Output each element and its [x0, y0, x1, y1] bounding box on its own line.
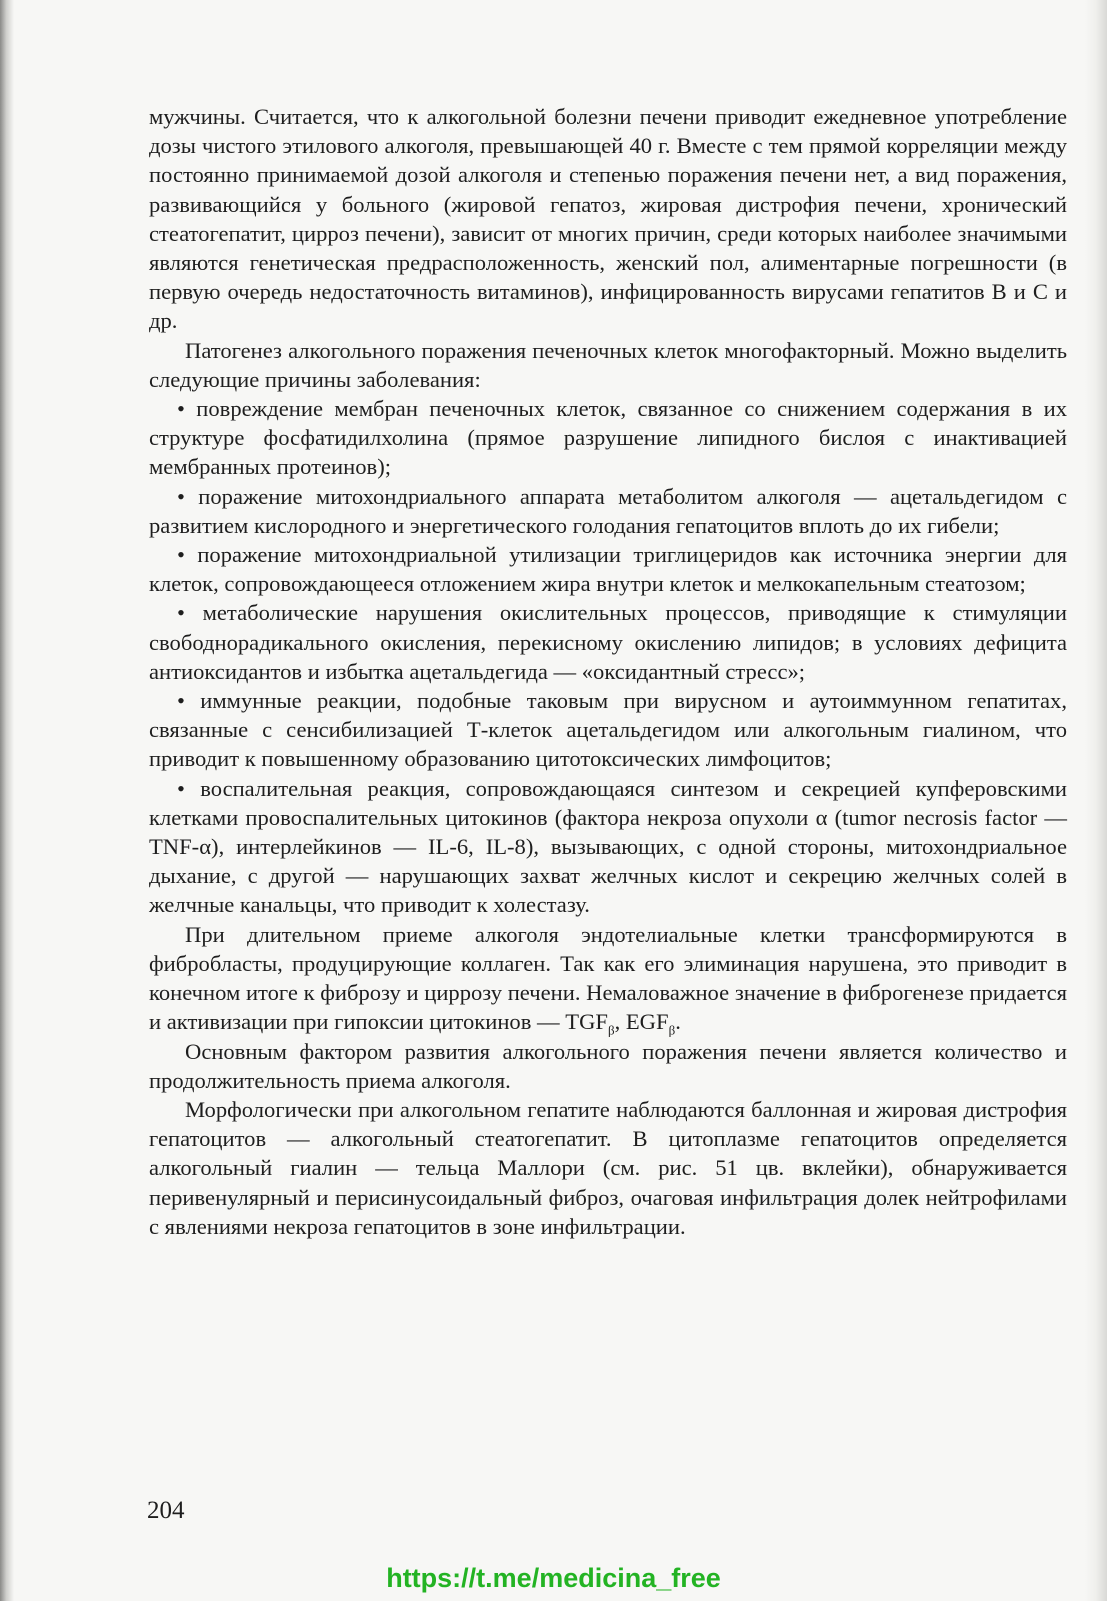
- fibrosis-text-end: .: [675, 1009, 681, 1035]
- paragraph-main-factor: Основным фактором развития алкогольного поражения печени является количество и продолжительность приема алкоголя.: [149, 1038, 1067, 1093]
- page-edge-shadow-left: [0, 0, 14, 1601]
- bullet-item-membrane-damage: • повреждение мембран печеночных клеток, связанное со снижением содержания в их структуре фосфатидилхолина (прямое разрушение липидного бислоя с инактивацией мембранных протеинов);: [149, 396, 1067, 480]
- paragraph-morphology: Морфологически при алкогольном гепатите наблюдаются баллонная и жировая дистрофия гепатоцитов — алкогольный стеатогепатит. В цитоплазме гепатоцитов определяется алкогольный гиалин — тельца Маллори (см. рис. 51 цв. вклейки), обнаруживается перивенулярный и перисинусоидальный фиброз, очаговая инфильтрация долек нейтрофилами с явлениями некроза гепатоцитов в зоне инфильтрации.: [149, 1096, 1067, 1239]
- paragraph-pathogenesis-intro: Патогенез алкогольного поражения печеночных клеток многофакторный. Можно выделить следующие причины заболевания:: [149, 337, 1067, 392]
- subscript-beta: β: [668, 1022, 676, 1038]
- body-text: [149, 102, 1067, 1241]
- paragraph-continued: мужчины. Считается, что к алкогольной болезни печени приводит ежедневное употребление дозы чистого этилового алкоголя, превышающей 40 г. Вместе с тем прямой корреляции между постоянно принимаемой дозой алкоголя и степенью поражения печени нет, а вид поражения, развивающийся у больного (жировой гепатоз, жировая дистрофия печени, хронический стеатогепатит, цирроз печени), зависит от многих причин, среди которых наиболее значимыми являются генетическая предрасположенность, женский пол, алиментарные погрешности (в первую очередь недостаточность витаминов), инфицированность вирусами гепатитов В и С и др.: [149, 104, 1067, 334]
- telegram-link[interactable]: https://t.me/medicina_free: [386, 1563, 721, 1593]
- fibrosis-text-mid: , EGF: [614, 1009, 669, 1035]
- page-edge-shadow-right: [1085, 0, 1107, 1601]
- bullet-item-mitochondria-damage: • поражение митохондриального аппарата метаболитом алкоголя — ацетальдегидом с развитием кислородного и энергетического голодания гепатоцитов вплоть до их гибели;: [149, 483, 1067, 538]
- bullet-item-triglyceride-utilization: • поражение митохондриальной утилизации триглицеридов как источника энергии для клеток, сопровождающееся отложением жира внутри клеток и мелкокапельным стеатозом;: [149, 542, 1067, 597]
- bullet-item-oxidative-stress: • метаболические нарушения окислительных процессов, приводящие к стимуляции свободнорадикального окисления, перекисному окислению липидов; в условиях дефицита антиоксидантов и избытка ацетальдегида — «оксидантный стресс»;: [149, 600, 1067, 684]
- page-number: 204: [147, 1497, 185, 1524]
- subscript-beta: β: [607, 1022, 615, 1038]
- fibrosis-text-main: При длительном приеме алкоголя эндотелиальные клетки трансформируются в фибробласты, продуцирующие коллаген. Так как его элиминация нарушена, это приводит в конечном итоге к фиброзу и циррозу печени. Немаловажное значение в фиброгенезе придается и активизации при гипоксии цитокинов — TGF: [149, 921, 1067, 1035]
- bullet-item-inflammatory-reaction: • воспалительная реакция, сопровождающаяся синтезом и секрецией купферовскими клетками провоспалительных цитокинов (фактора некроза опухоли α (tumor necrosis factor — TNF-α), интерлейкинов — IL-6, IL-8), вызывающих, с одной стороны, митохондриальное дыхание, с другой — нарушающих захват желчных кислот и секрецию желчных солей в желчные канальцы, что приводит к холестазу.: [149, 775, 1067, 918]
- paragraph-fibrosis: [149, 920, 1067, 1037]
- bullet-item-immune-reactions: • иммунные реакции, подобные таковым при вирусном и аутоиммунном гепатитах, связанные с сенсибилизацией Т-клеток ацетальдегидом или алкогольным гиалином, что приводит к повышенному образованию цитотоксических лимфоцитов;: [149, 688, 1067, 772]
